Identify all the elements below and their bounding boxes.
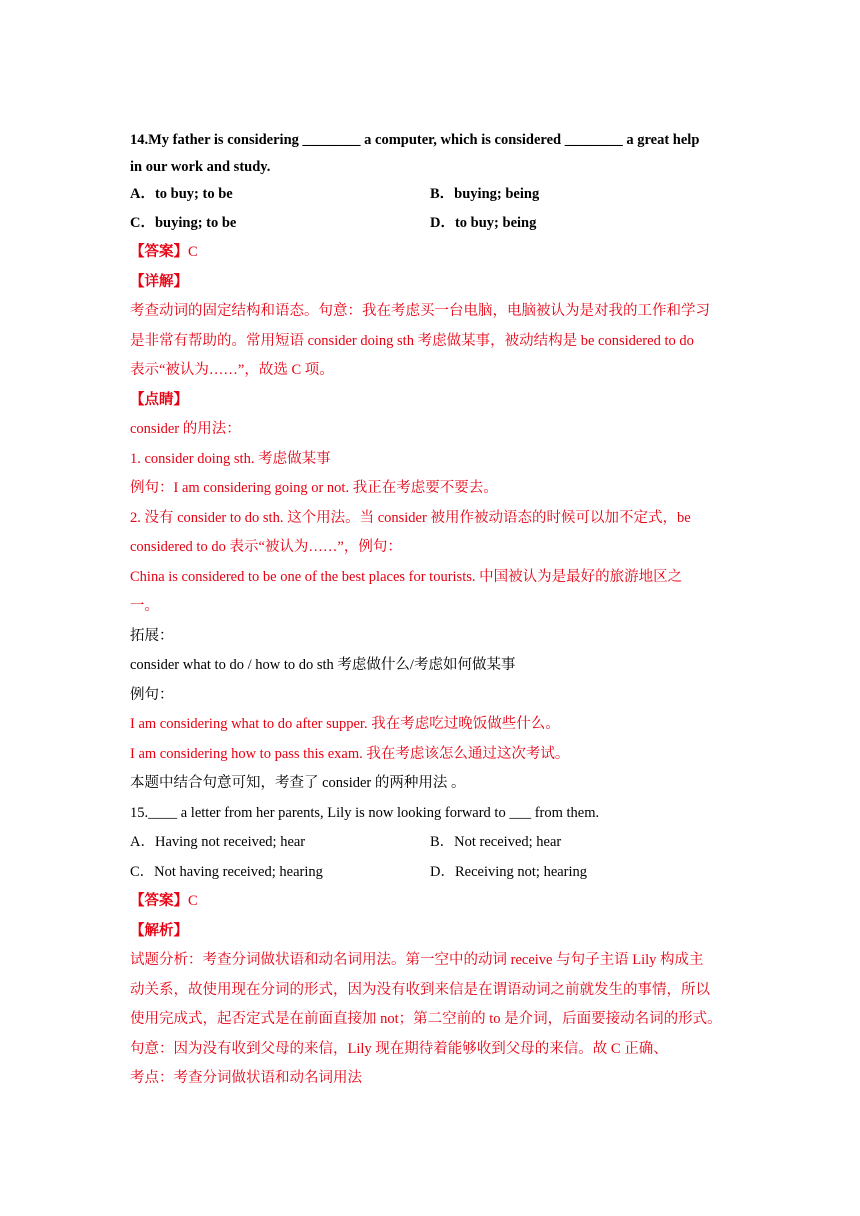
tips-line: China is considered to be one of the best places for tourists. 中国被认为是最好的旅游地区之 — [130, 568, 683, 585]
detail-line: 表示“被认为……”，故选 C 项。 — [130, 362, 334, 378]
question-14-detail-tag: 【详解】 — [130, 273, 188, 290]
option-c: C．buying; to be — [130, 215, 237, 231]
option-d: D．to buy; being — [430, 215, 537, 231]
tips-line: 2. 没有 consider to do sth. 这个用法。当 consider 被用作被动语态的时候可以加不定式，be — [130, 509, 691, 526]
tips-line: I am considering what to do after supper. 我在考虑吃过晚饭做些什么。 — [130, 716, 560, 732]
question-15 — [130, 799, 735, 888]
question-14-options-row-1 — [130, 180, 735, 209]
tips-line: 一。 — [130, 598, 159, 614]
tips-line: 例句： — [130, 686, 174, 703]
tips-line: 本题中结合句意可知，考查了 consider 的两种用法 。 — [130, 775, 466, 791]
question-14-tips-tag: 【点睛】 — [130, 391, 188, 408]
question-15-options-row-2 — [130, 858, 735, 888]
question-15-stem: 15.____ a letter from her parents, Lily is now looking forward to ___ from them. — [130, 804, 600, 821]
tips-line: consider what to do / how to do sth 考虑做什么/考虑如何做某事 — [130, 657, 516, 673]
option-b: B．buying; being — [430, 186, 540, 202]
option-a: A．to buy; to be — [130, 186, 233, 202]
option-d: D．Receiving not; hearing — [430, 863, 588, 880]
tips-line: consider 的用法： — [130, 421, 241, 437]
tips-line: 1. consider doing sth. 考虑做某事 — [130, 450, 331, 467]
analysis-line: 考点：考查分词做状语和动名词用法 — [130, 1070, 362, 1086]
analysis-line: 使用完成式，起否定式是在前面直接加 not；第二空前的 to 是介词，后面要接动名词的形式。 — [130, 1011, 722, 1027]
option-b: B．Not received; hear — [430, 834, 562, 850]
tips-line: I am considering how to pass this exam. 我在考虑该怎么通过这次考试。 — [130, 745, 570, 762]
option-c: C．Not having received; hearing — [130, 863, 323, 880]
question-15-options-row-1 — [130, 828, 735, 858]
answer-value: C — [188, 893, 198, 909]
question-14 — [130, 127, 735, 238]
document-page — [130, 127, 735, 1094]
answer-value: C — [188, 244, 198, 260]
answer-tag: 【答案】 — [130, 244, 188, 260]
question-14-options-row-2 — [130, 209, 735, 238]
question-15-answer — [130, 887, 735, 917]
detail-line: 是非常有帮助的。常用短语 consider doing sth 考虑做某事，被动结构是 be considered to do — [130, 332, 694, 349]
question-14-stem-line-2: in our work and study. — [130, 158, 271, 175]
tips-line: 例句：I am considering going or not. 我正在考虑要不要去。 — [130, 480, 498, 496]
option-a: A．Having not received; hear — [130, 834, 306, 850]
tips-line: considered to do 表示“被认为……”，例句： — [130, 539, 402, 555]
tips-line: 拓展： — [130, 627, 174, 644]
question-14-answer — [130, 238, 735, 268]
question-15-analysis-tag: 【解析】 — [130, 922, 188, 939]
analysis-line: 试题分析：考查分词做状语和动名词用法。第一空中的动词 receive 与句子主语 Lily 构成主 — [130, 952, 704, 968]
question-14-stem-line-1: 14.My father is considering ________ a computer, which is considered ________ a great help — [130, 132, 700, 148]
answer-tag: 【答案】 — [130, 893, 188, 909]
analysis-line: 句意：因为没有收到父母的来信，Lily 现在期待着能够收到父母的来信。故 C 正确、 — [130, 1040, 668, 1057]
detail-line: 考查动词的固定结构和语态。句意：我在考虑买一台电脑，电脑被认为是对我的工作和学习 — [130, 303, 710, 319]
analysis-line: 动关系，故使用现在分词的形式，因为没有收到来信是在谓语动词之前就发生的事情，所以 — [130, 981, 710, 998]
